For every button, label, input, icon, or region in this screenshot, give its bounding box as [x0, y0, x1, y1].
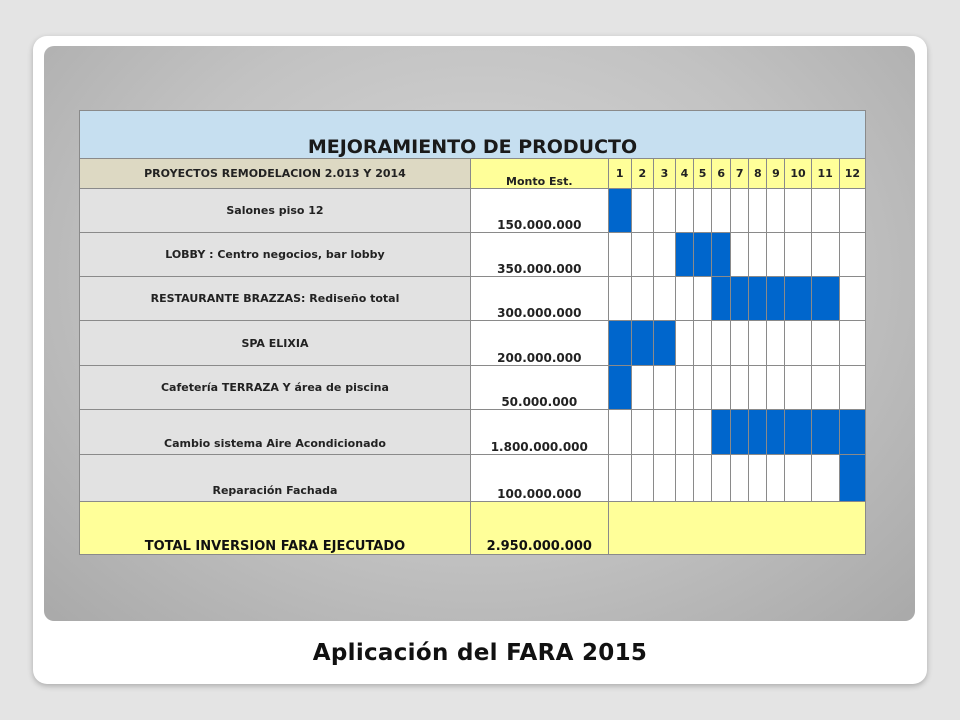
month-cell: [811, 188, 839, 232]
month-cell: [767, 232, 785, 276]
month-cell: [675, 409, 693, 454]
scheduled-month-cell: [608, 321, 631, 365]
month-cell: [731, 455, 749, 501]
month-header: 7: [731, 159, 749, 188]
table-row: [80, 277, 866, 321]
month-cell: [767, 188, 785, 232]
month-cell: [839, 277, 865, 321]
scheduled-month-cell: [839, 409, 865, 454]
month-cell: [839, 232, 865, 276]
month-header: 2: [631, 159, 653, 188]
month-cell: [839, 365, 865, 409]
month-cell: [653, 365, 675, 409]
scheduled-month-cell: [811, 409, 839, 454]
scheduled-month-cell: [767, 409, 785, 454]
scheduled-month-cell: [767, 277, 785, 321]
scheduled-month-cell: [653, 321, 675, 365]
month-cell: [675, 455, 693, 501]
scheduled-month-cell: [608, 365, 631, 409]
slide-caption: Aplicación del FARA 2015: [312, 640, 648, 666]
month-cell: [767, 455, 785, 501]
month-cell: [653, 455, 675, 501]
scheduled-month-cell: [811, 277, 839, 321]
month-cell: [712, 365, 731, 409]
month-cell: [631, 365, 653, 409]
month-cell: [694, 365, 712, 409]
scheduled-month-cell: [694, 232, 712, 276]
month-cell: [675, 188, 693, 232]
project-name: Reparación Fachada: [80, 455, 471, 501]
scheduled-month-cell: [749, 409, 767, 454]
month-header: 8: [749, 159, 767, 188]
month-cell: [712, 321, 731, 365]
month-cell: [811, 365, 839, 409]
month-cell: [608, 277, 631, 321]
month-header: 12: [839, 159, 865, 188]
month-cell: [767, 321, 785, 365]
total-blank-cell: [608, 501, 865, 554]
month-cell: [785, 188, 811, 232]
project-amount: 350.000.000: [470, 232, 608, 276]
project-name: SPA ELIXIA: [80, 321, 471, 365]
month-cell: [653, 277, 675, 321]
table-row: [80, 409, 866, 454]
amount-column-header: Monto Est.: [470, 159, 608, 188]
month-cell: [785, 232, 811, 276]
month-cell: [749, 455, 767, 501]
project-amount: 200.000.000: [470, 321, 608, 365]
month-cell: [675, 277, 693, 321]
month-cell: [608, 409, 631, 454]
month-cell: [712, 188, 731, 232]
month-cell: [839, 321, 865, 365]
month-cell: [631, 277, 653, 321]
scheduled-month-cell: [712, 409, 731, 454]
month-cell: [675, 321, 693, 365]
month-cell: [653, 232, 675, 276]
month-header: 1: [608, 159, 631, 188]
month-header: 11: [811, 159, 839, 188]
month-cell: [631, 188, 653, 232]
project-name: Cambio sistema Aire Acondicionado: [80, 409, 471, 454]
month-cell: [811, 455, 839, 501]
month-cell: [694, 455, 712, 501]
month-cell: [712, 455, 731, 501]
month-cell: [653, 409, 675, 454]
month-cell: [631, 232, 653, 276]
total-row: [80, 501, 866, 554]
scheduled-month-cell: [839, 455, 865, 501]
table-row: [80, 455, 866, 501]
project-amount: 300.000.000: [470, 277, 608, 321]
month-cell: [749, 232, 767, 276]
scheduled-month-cell: [731, 409, 749, 454]
project-name: RESTAURANTE BRAZZAS: Rediseño total: [80, 277, 471, 321]
schedule-table: [79, 110, 866, 555]
month-header: 3: [653, 159, 675, 188]
month-cell: [811, 232, 839, 276]
month-cell: [749, 321, 767, 365]
month-cell: [631, 409, 653, 454]
month-cell: [749, 365, 767, 409]
month-cell: [767, 365, 785, 409]
month-header: 9: [767, 159, 785, 188]
total-label: TOTAL INVERSION FARA EJECUTADO: [80, 501, 471, 554]
table-row: [80, 232, 866, 276]
project-amount: 100.000.000: [470, 455, 608, 501]
month-header: 5: [694, 159, 712, 188]
month-cell: [694, 188, 712, 232]
header-row: [80, 159, 866, 188]
month-cell: [731, 232, 749, 276]
month-cell: [785, 455, 811, 501]
scheduled-month-cell: [712, 232, 731, 276]
month-cell: [731, 188, 749, 232]
project-amount: 1.800.000.000: [470, 409, 608, 454]
month-cell: [785, 365, 811, 409]
month-cell: [675, 365, 693, 409]
table-title: MEJORAMIENTO DE PRODUCTO: [80, 111, 866, 159]
project-column-header: PROYECTOS REMODELACION 2.013 Y 2014: [80, 159, 471, 188]
scheduled-month-cell: [712, 277, 731, 321]
total-amount: 2.950.000.000: [470, 501, 608, 554]
scheduled-month-cell: [675, 232, 693, 276]
project-amount: 50.000.000: [470, 365, 608, 409]
month-cell: [731, 365, 749, 409]
project-name: Cafetería TERRAZA Y área de piscina: [80, 365, 471, 409]
month-cell: [631, 455, 653, 501]
month-cell: [608, 455, 631, 501]
month-header: 4: [675, 159, 693, 188]
project-name: LOBBY : Centro negocios, bar lobby: [80, 232, 471, 276]
month-cell: [811, 321, 839, 365]
project-amount: 150.000.000: [470, 188, 608, 232]
table-row: [80, 321, 866, 365]
scheduled-month-cell: [785, 277, 811, 321]
month-cell: [731, 321, 749, 365]
month-cell: [694, 409, 712, 454]
month-cell: [653, 188, 675, 232]
scheduled-month-cell: [608, 188, 631, 232]
month-cell: [608, 232, 631, 276]
project-name: Salones piso 12: [80, 188, 471, 232]
month-header: 6: [712, 159, 731, 188]
month-cell: [839, 188, 865, 232]
scheduled-month-cell: [731, 277, 749, 321]
month-cell: [694, 277, 712, 321]
month-cell: [694, 321, 712, 365]
table-row: [80, 365, 866, 409]
scheduled-month-cell: [749, 277, 767, 321]
month-header: 10: [785, 159, 811, 188]
table-row: [80, 188, 866, 232]
scheduled-month-cell: [785, 409, 811, 454]
title-row: [80, 111, 866, 159]
scheduled-month-cell: [631, 321, 653, 365]
month-cell: [749, 188, 767, 232]
month-cell: [785, 321, 811, 365]
